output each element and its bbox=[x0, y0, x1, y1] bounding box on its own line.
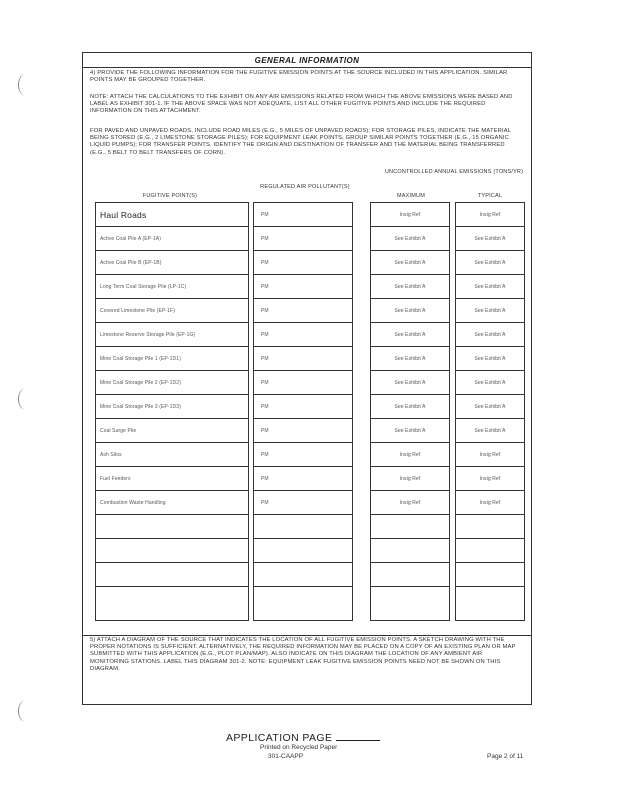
typical-emission-cell: Insig Ref bbox=[479, 452, 501, 458]
row-divider bbox=[455, 586, 525, 587]
binder-hole-bottom bbox=[18, 700, 33, 722]
pollutant-cell: PM bbox=[261, 452, 269, 458]
fugitive-point-cell: Mine Coal Storage Pile 2 (EP-1D2) bbox=[100, 380, 181, 386]
maximum-emission-cell: Insig Ref bbox=[399, 476, 421, 482]
section-title: GENERAL INFORMATION bbox=[254, 56, 360, 65]
typical-emission-cell: See Exhibit A bbox=[474, 380, 506, 386]
binder-hole-middle bbox=[18, 388, 33, 410]
maximum-emission-cell: See Exhibit A bbox=[394, 404, 426, 410]
row-divider bbox=[455, 562, 525, 563]
recycled-paper-note: Printed on Recycled Paper bbox=[260, 744, 338, 751]
fugitive-point-cell: Combustion Waste Handling bbox=[100, 500, 166, 506]
fugitive-point-cell: Ash Silos bbox=[100, 452, 122, 458]
pollutant-cell: PM bbox=[261, 380, 269, 386]
fugitive-point-cell: Mine Coal Storage Pile 1 (EP-1D1) bbox=[100, 356, 181, 362]
pollutant-cell: PM bbox=[261, 284, 269, 290]
pollutant-cell: PM bbox=[261, 332, 269, 338]
application-page-label bbox=[226, 731, 380, 744]
row-divider bbox=[370, 586, 450, 587]
maximum-emission-cell: Insig Ref bbox=[399, 500, 421, 506]
section4-examples: FOR PAVED AND UNPAVED ROADS, INCLUDE ROAD MILES (E.G., 5 MILES OF UNPAVED ROADS); FOR STORAGE PILES, INDICATE THE MATERIAL BEING STORED (E.G., 2 LIMESTONE STORAGE PILES); FOR EQUIPMENT LEAK POINTS, GROUP SIMILAR POINTS TOGETHER (E.G., 15 ORGANIC LIQUID PUMPS); FOR TRANSFER POINTS, IDENTIFY THE ORIGIN AND DESTINATION OF TRANSFER AND THE MATERIAL BEING TRANSFERRED (E.G., 5 BELT TO BELT TRANSFERS OF CORN). bbox=[90, 128, 511, 156]
title-divider bbox=[83, 67, 531, 68]
maximum-emission-cell: See Exhibit A bbox=[394, 236, 426, 242]
typical-emission-cell: Insig Ref bbox=[479, 212, 501, 218]
fugitive-point-cell: Long Term Coal Storage Pile (LP-1C) bbox=[100, 284, 187, 290]
section4-note: NOTE: ATTACH THE CALCULATIONS TO THE EXHIBIT ON ANY AIR EMISSIONS RELATED FROM WHICH THE ABOVE EMISSIONS WERE BASED AND LABEL AS EXHIBIT 301-1. IF THE ABOVE SPACE WAS NOT ADEQUATE, LIST ALL OTHER FUGITIVE POINTS AND INCLUDE THE REQUIRED INFORMATION ON THIS ATTACHMENT. bbox=[90, 94, 513, 115]
fugitive-points-header: FUGITIVE POINT(S) bbox=[142, 193, 198, 199]
maximum-emission-cell: Insig Ref bbox=[399, 452, 421, 458]
row-divider bbox=[95, 562, 249, 563]
pollutant-cell: PM bbox=[261, 404, 269, 410]
fugitive-point-cell: Haul Roads bbox=[100, 210, 147, 220]
row-divider bbox=[253, 538, 353, 539]
pollutant-cell: PM bbox=[261, 260, 269, 266]
pollutant-cell: PM bbox=[261, 236, 269, 242]
fugitive-point-cell: Fuel Feeders bbox=[100, 476, 131, 482]
maximum-emission-cell: See Exhibit A bbox=[394, 380, 426, 386]
fugitive-point-cell: Active Coal Pile B (EP-1B) bbox=[100, 260, 162, 266]
maximum-emission-cell: See Exhibit A bbox=[394, 428, 426, 434]
section4-instruction: 4) PROVIDE THE FOLLOWING INFORMATION FOR THE FUGITIVE EMISSION POINTS AT THE SOURCE INCLUDED IN THIS APPLICATION. SIMILAR POINTS MAY BE GROUPED TOGETHER. bbox=[90, 70, 508, 84]
typical-emission-cell: See Exhibit A bbox=[474, 356, 506, 362]
section5-divider bbox=[83, 635, 531, 636]
fugitive-point-cell: Mine Coal Storage Pile 3 (EP-1D3) bbox=[100, 404, 181, 410]
maximum-emission-cell: See Exhibit A bbox=[394, 284, 426, 290]
typical-emission-cell: Insig Ref bbox=[479, 500, 501, 506]
typical-emission-cell: Insig Ref bbox=[479, 476, 501, 482]
binder-hole-top bbox=[18, 74, 33, 96]
typical-emission-cell: See Exhibit A bbox=[474, 284, 506, 290]
maximum-emission-cell: See Exhibit A bbox=[394, 332, 426, 338]
uncontrolled-emissions-header: UNCONTROLLED ANNUAL EMISSIONS (TONS/YR) bbox=[384, 169, 524, 175]
fugitive-point-cell: Covered Limestone Pile (EP-1F) bbox=[100, 308, 175, 314]
application-page-title: APPLICATION PAGE bbox=[226, 732, 333, 744]
maximum-header: MAXIMUM bbox=[397, 193, 425, 199]
fugitive-point-cell: Limestone Reserve Storage Pile (EP-1G) bbox=[100, 332, 196, 338]
pollutant-cell: PM bbox=[261, 308, 269, 314]
row-divider bbox=[455, 538, 525, 539]
typical-emission-cell: See Exhibit A bbox=[474, 404, 506, 410]
pollutant-cell: PM bbox=[261, 428, 269, 434]
application-page-number-blank[interactable] bbox=[336, 731, 380, 741]
pollutant-cell: PM bbox=[261, 212, 269, 218]
pollutant-cell: PM bbox=[261, 500, 269, 506]
pollutant-cell: PM bbox=[261, 476, 269, 482]
fugitive-point-cell: Coal Surge Pile bbox=[100, 428, 137, 434]
maximum-emission-cell: See Exhibit A bbox=[394, 308, 426, 314]
maximum-emission-cell: See Exhibit A bbox=[394, 260, 426, 266]
row-divider bbox=[253, 562, 353, 563]
maximum-emission-cell: Insig Ref bbox=[399, 212, 421, 218]
row-divider bbox=[370, 538, 450, 539]
row-divider bbox=[95, 586, 249, 587]
maximum-emission-cell: See Exhibit A bbox=[394, 356, 426, 362]
row-divider bbox=[95, 538, 249, 539]
pollutant-cell: PM bbox=[261, 356, 269, 362]
page-count: Page 2 of 11 bbox=[487, 753, 524, 760]
typical-header: TYPICAL bbox=[477, 193, 503, 199]
typical-emission-cell: See Exhibit A bbox=[474, 260, 506, 266]
form-frame bbox=[82, 52, 532, 705]
typical-emission-cell: See Exhibit A bbox=[474, 308, 506, 314]
typical-emission-cell: See Exhibit A bbox=[474, 428, 506, 434]
form-number: 301-CAAPP bbox=[268, 753, 304, 760]
section5-text: 5) ATTACH A DIAGRAM OF THE SOURCE THAT INDICATES THE LOCATION OF ALL FUGITIVE EMISSION POINTS. A SKETCH DRAWING WITH THE PROPER NOTATIONS IS SUFFICIENT. ALTERNATIVELY, THE REQUIRED INFORMATION MAY BE PLACED ON A COPY OF AN EXISTING PLAN OR MAP SUBMITTED WITH THIS APPLICATION (E.G., PLOT PLAN/MAP). ALSO INDICATE ON THIS DIAGRAM THE LOCATION OF ANY AMBIENT AIR MONITORING STATIONS. LABEL THIS DIAGRAM 301-2. NOTE: EQUIPMENT LEAK FUGITIVE EMISSION POINTS NEED NOT BE SHOWN ON THIS DIAGRAM. bbox=[90, 637, 516, 672]
row-divider bbox=[370, 562, 450, 563]
regulated-pollutants-header: REGULATED AIR POLLUTANT(S) bbox=[260, 184, 350, 190]
typical-emission-cell: See Exhibit A bbox=[474, 236, 506, 242]
fugitive-point-cell: Active Coal Pile A (EP-1A) bbox=[100, 236, 161, 242]
typical-emission-cell: See Exhibit A bbox=[474, 332, 506, 338]
row-divider bbox=[253, 586, 353, 587]
